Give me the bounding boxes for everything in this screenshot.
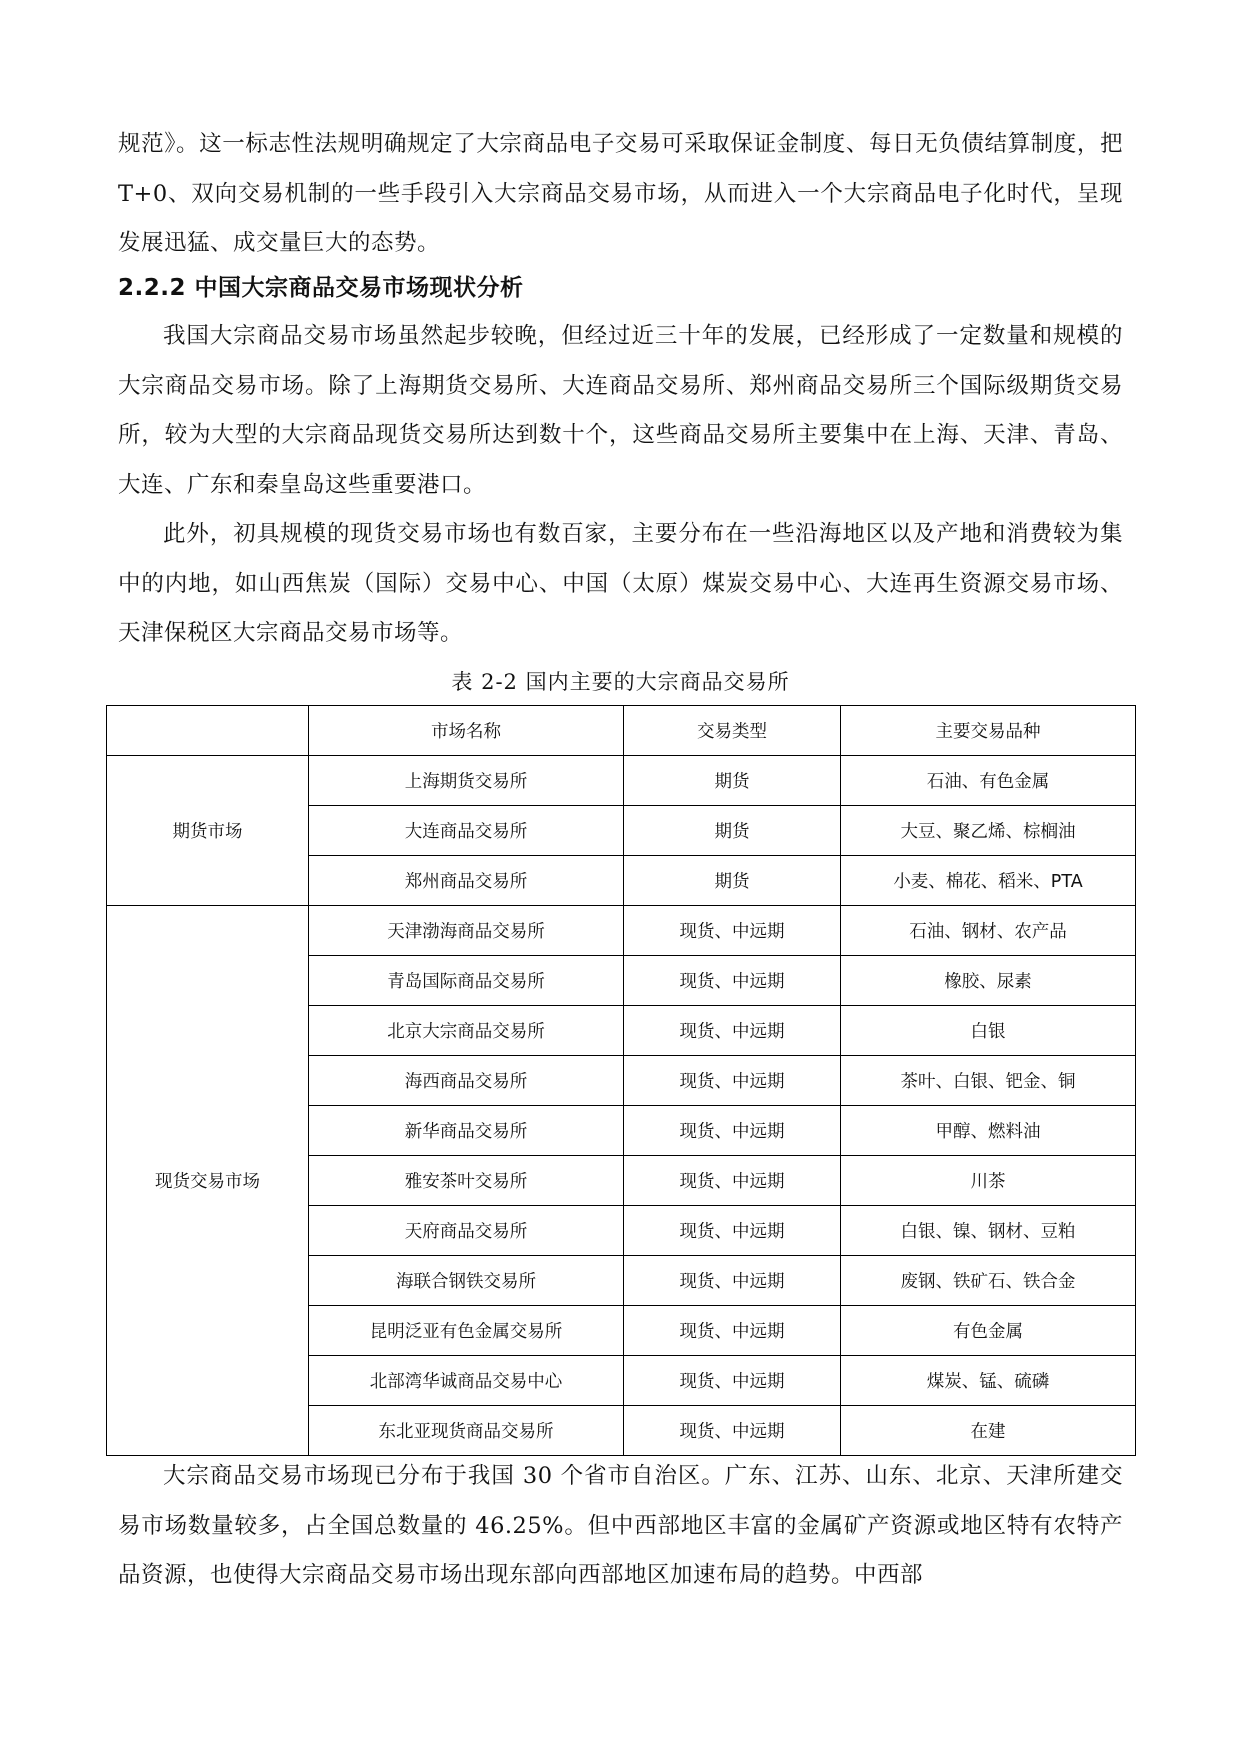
market-name-cell: 上海期货交易所 <box>309 756 624 806</box>
products-cell: 有色金属 <box>841 1306 1136 1356</box>
paragraph-distribution: 大宗商品交易市场现已分布于我国 30 个省市自治区。广东、江苏、山东、北京、天津所建交易市场数量较多，占全国总数量的 46.25%。但中西部地区丰富的金属矿产资源或地区特有农特产品资源，也使得大宗商品交易市场出现东部向西部地区加速布局的趋势。中西部 <box>118 1463 1123 1588</box>
products-cell: 小麦、棉花、稻米、PTA <box>841 856 1136 906</box>
paragraph-intro-continued: 规范》。这一标志性法规明确规定了大宗商品电子交易可采取保证金制度、每日无负债结算制度，把 T+0、双向交易机制的一些手段引入大宗商品交易市场，从而进入一个大宗商品电子化时代，呈现发展迅猛、成交量巨大的态势。 <box>118 131 1123 256</box>
products-cell: 石油、有色金属 <box>841 756 1136 806</box>
products-cell: 煤炭、锰、硫磷 <box>841 1356 1136 1406</box>
market-name-cell: 新华商品交易所 <box>309 1106 624 1156</box>
table-caption: 表 2-2 国内主要的大宗商品交易所 <box>451 670 790 694</box>
trade-type-cell: 现货、中远期 <box>624 1206 841 1256</box>
trade-type-cell: 现货、中远期 <box>624 1106 841 1156</box>
exchange-table <box>106 705 1136 1456</box>
products-cell: 川茶 <box>841 1156 1136 1206</box>
market-name-cell: 天府商品交易所 <box>309 1206 624 1256</box>
table-header-row <box>107 706 1136 756</box>
products-cell: 在建 <box>841 1406 1136 1456</box>
group-label-futures: 期货市场 <box>107 756 309 906</box>
trade-type-cell: 现货、中远期 <box>624 1056 841 1106</box>
group-label-spot: 现货交易市场 <box>107 906 309 1456</box>
products-cell: 废钢、铁矿石、铁合金 <box>841 1256 1136 1306</box>
products-cell: 石油、钢材、农产品 <box>841 906 1136 956</box>
trade-type-cell: 期货 <box>624 756 841 806</box>
market-name-cell: 海西商品交易所 <box>309 1056 624 1106</box>
products-cell: 大豆、聚乙烯、棕榈油 <box>841 806 1136 856</box>
trade-type-cell: 现货、中远期 <box>624 1406 841 1456</box>
market-name-cell: 海联合钢铁交易所 <box>309 1256 624 1306</box>
market-name-cell: 郑州商品交易所 <box>309 856 624 906</box>
products-cell: 甲醇、燃料油 <box>841 1106 1136 1156</box>
header-trade-type: 交易类型 <box>624 706 841 756</box>
market-name-cell: 大连商品交易所 <box>309 806 624 856</box>
trade-type-cell: 现货、中远期 <box>624 1356 841 1406</box>
trade-type-cell: 现货、中远期 <box>624 1256 841 1306</box>
market-name-cell: 北部湾华诚商品交易中心 <box>309 1356 624 1406</box>
trade-type-cell: 期货 <box>624 856 841 906</box>
market-name-cell: 青岛国际商品交易所 <box>309 956 624 1006</box>
market-name-cell: 北京大宗商品交易所 <box>309 1006 624 1056</box>
market-name-cell: 东北亚现货商品交易所 <box>309 1406 624 1456</box>
header-market-name: 市场名称 <box>309 706 624 756</box>
products-cell: 白银 <box>841 1006 1136 1056</box>
header-category <box>107 706 309 756</box>
trade-type-cell: 现货、中远期 <box>624 1306 841 1356</box>
header-main-products: 主要交易品种 <box>841 706 1136 756</box>
table-row <box>107 906 1136 956</box>
paragraph-spot-markets: 此外，初具规模的现货交易市场也有数百家，主要分布在一些沿海地区以及产地和消费较为集中的内地，如山西焦炭（国际）交易中心、中国（太原）煤炭交易中心、大连再生资源交易市场、天津保税区大宗商品交易市场等。 <box>118 521 1123 646</box>
market-name-cell: 雅安茶叶交易所 <box>309 1156 624 1206</box>
trade-type-cell: 现货、中远期 <box>624 956 841 1006</box>
market-name-cell: 天津渤海商品交易所 <box>309 906 624 956</box>
products-cell: 橡胶、尿素 <box>841 956 1136 1006</box>
trade-type-cell: 现货、中远期 <box>624 906 841 956</box>
trade-type-cell: 现货、中远期 <box>624 1156 841 1206</box>
section-heading: 2.2.2 中国大宗商品交易市场现状分析 <box>118 275 524 301</box>
market-name-cell: 昆明泛亚有色金属交易所 <box>309 1306 624 1356</box>
table-row <box>107 756 1136 806</box>
products-cell: 茶叶、白银、钯金、铜 <box>841 1056 1136 1106</box>
trade-type-cell: 期货 <box>624 806 841 856</box>
paragraph-market-overview: 我国大宗商品交易市场虽然起步较晚，但经过近三十年的发展，已经形成了一定数量和规模的大宗商品交易市场。除了上海期货交易所、大连商品交易所、郑州商品交易所三个国际级期货交易所，较为大型的大宗商品现货交易所达到数十个，这些商品交易所主要集中在上海、天津、青岛、大连、广东和秦皇岛这些重要港口。 <box>118 323 1123 498</box>
trade-type-cell: 现货、中远期 <box>624 1006 841 1056</box>
products-cell: 白银、镍、钢材、豆粕 <box>841 1206 1136 1256</box>
